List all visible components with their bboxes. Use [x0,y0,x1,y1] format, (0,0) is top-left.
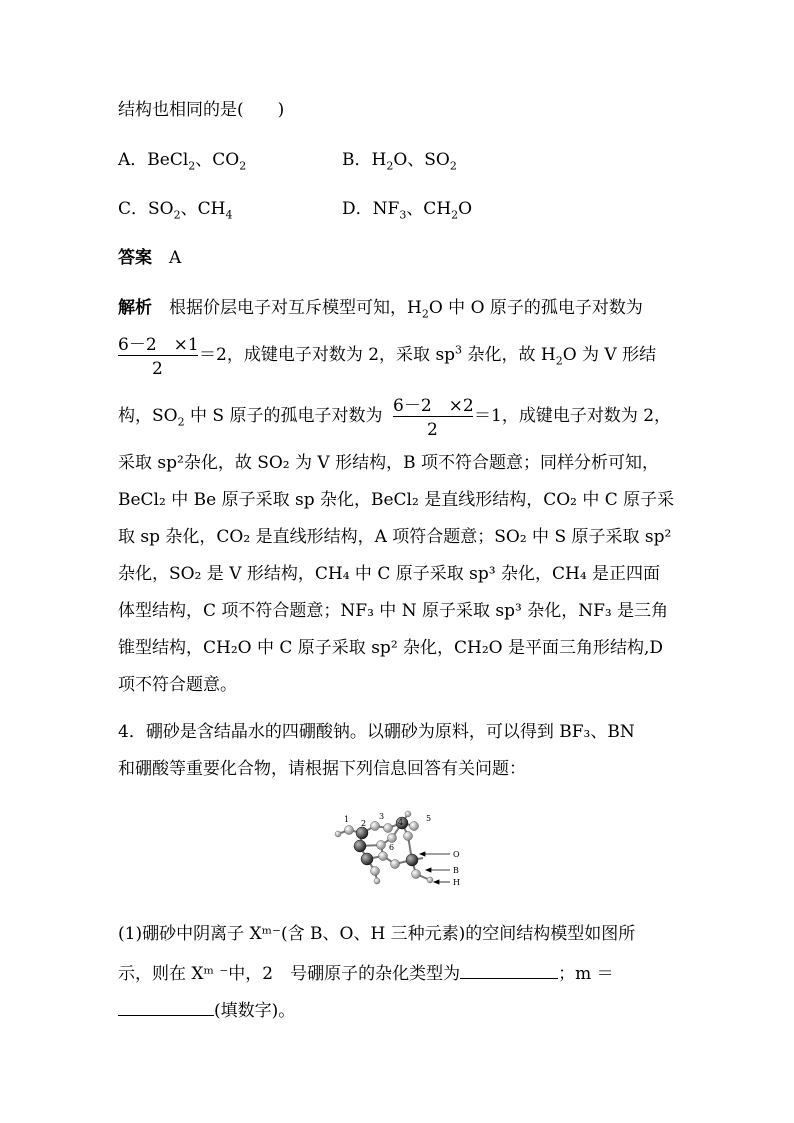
option-c: C．$SO_2$、$CH_4$ [118,199,233,222]
analysis-line-10: 项不符合题意。 [118,675,237,695]
svg-text:5: 5 [426,814,432,823]
svg-text:B: B [453,866,459,875]
svg-text:H: H [453,878,460,887]
svg-text:6: 6 [389,843,395,852]
borate-anion-structure-figure [330,808,475,898]
answer [118,247,181,269]
q4-line-2: 和硼酸等重要化合物，请根据下列信息回答有关问题： [118,759,526,779]
fraction-2-numerator: 6－2 ×2 [393,396,474,416]
q4-line-1: 4．硼砂是含结晶水的四硼酸钠。以硼砂为原料，可以得到 BF₃、BN [118,722,635,742]
analysis-line-1: 解析 根据价层电子对互斥模型可知，$H_2O$ 中 O 原子的孤电子对数为 [118,298,643,321]
atom-legend [453,850,460,887]
analysis-line-3b: ＝1，成键电子对数为 2， [474,406,672,426]
hybridization-answer-blank[interactable] [460,960,558,979]
option-b: B．$H_2O$、$SO_2$ [342,150,457,173]
analysis-line-2: ＝2，成键电子对数为 2，采取 $sp^3$ 杂化，故 $H_2O$ 为 V 形结 [199,343,657,368]
answer-label: 答案 [118,248,152,268]
fraction-2-denominator: 2 [427,420,438,440]
svg-text:O: O [453,850,460,859]
analysis-line-6: 取 sp 杂化，CO₂ 是直线形结构，A 项符合题意；SO₂ 中 S 原子采取 sp² [118,527,672,547]
question-stem-tail: 结构也相同的是( ) [118,100,285,120]
analysis-line-9: 锥型结构，CH₂O 中 C 原子采取 sp² 杂化，CH₂O 是平面三角形结构,D [118,638,664,658]
analysis-line-4: 采取 sp²杂化，故 SO₂ 为 V 形结构，B 项不符合题意；同样分析可知， [118,453,660,473]
svg-text:2: 2 [361,819,367,828]
q4-sub1-line-3: (填数字)。 [118,997,295,1022]
option-d: D．$NF_3$、$CH_2O$ [342,199,473,222]
q4-sub1-line-1: (1)硼砂中阴离子 Xᵐ⁻(含 B、O、H 三种元素)的空间结构模型如图所 [118,924,636,944]
analysis-line-8: 体型结构，C 项不符合题意；NF₃ 中 N 原子采取 sp³ 杂化，NF₃ 是三角 [118,601,669,621]
option-a: A．BeCl$_2$、$CO_2$ [118,150,247,173]
fraction-1-denominator: 2 [152,359,163,379]
fraction-1-numerator: 6－2 ×1 [118,335,199,355]
analysis-label: 解析 [118,298,152,318]
analysis-line-7: 杂化，SO₂ 是 V 形结构，CH₄ 中 C 原子采取 sp³ 杂化，CH₄ 是正四面 [118,564,661,584]
svg-text:1: 1 [344,815,350,824]
svg-text:3: 3 [379,812,385,821]
q4-sub1-line-2: 示，则在 Xᵐ ⁻中，2 号硼原子的杂化类型为 ；m ＝ [118,960,614,985]
answer-value: A [169,248,182,268]
svg-text:4: 4 [398,818,404,827]
analysis-line-3a: 构，$SO_2$ 中 S 原子的孤电子对数为 [118,406,383,429]
m-value-answer-blank[interactable] [118,997,214,1016]
analysis-line-5: BeCl₂ 中 Be 原子采取 sp 杂化，BeCl₂ 是直线形结构，CO₂ 中 C 原子采 [118,490,675,510]
